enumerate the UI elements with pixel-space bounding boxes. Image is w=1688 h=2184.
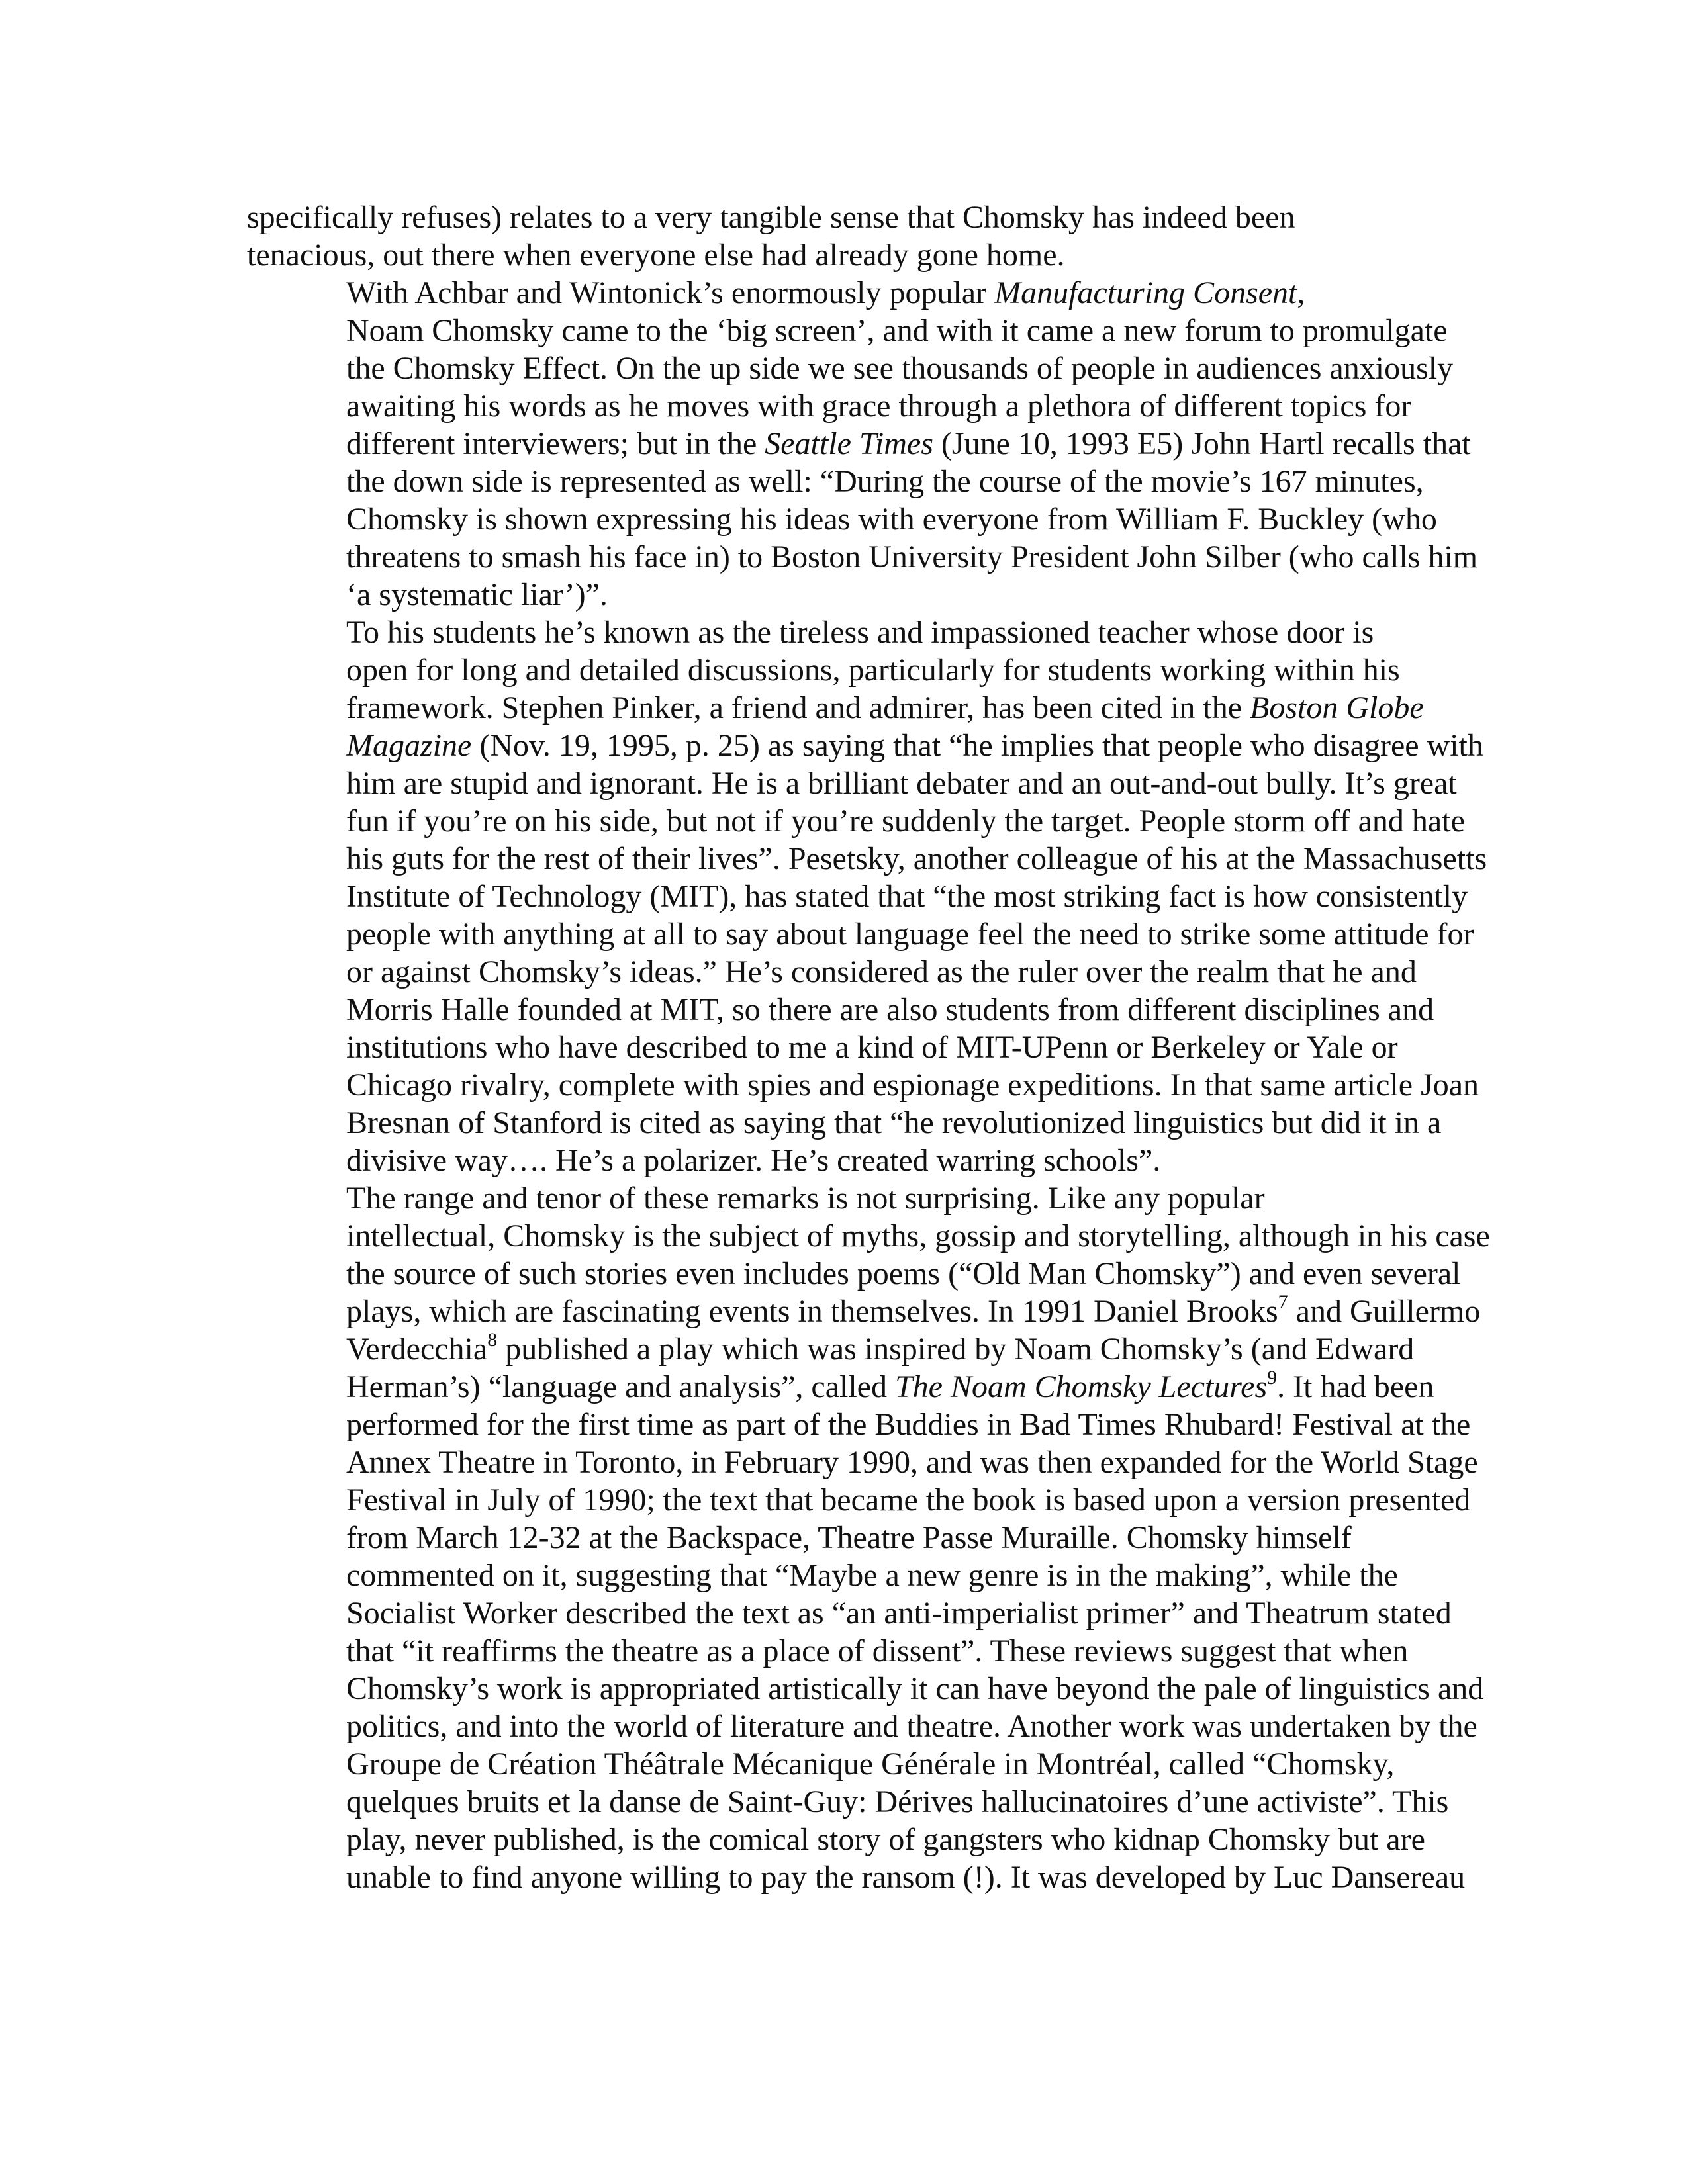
text-line xyxy=(247,1179,1452,1217)
text-segment: institutions who have described to me a kind of MIT-UPenn or Berkeley or Yale or xyxy=(346,1030,1398,1065)
paragraph xyxy=(247,274,1478,614)
text-segment: Chomsky’s work is appropriated artistically it can have beyond the pale of linguistics and xyxy=(346,1671,1484,1706)
text-line xyxy=(247,387,1452,425)
text-line xyxy=(247,500,1452,538)
text-segment: . It had been xyxy=(1277,1369,1434,1404)
text-line xyxy=(247,1104,1452,1142)
italic-title: The Noam Chomsky Lectures xyxy=(894,1369,1268,1404)
text-line xyxy=(247,236,1452,274)
text-segment: politics, and into the world of literature and theatre. Another work was undertaken by the xyxy=(346,1709,1477,1744)
text-segment: Groupe de Création Théâtrale Mécanique Générale in Montréal, called “Chomsky, xyxy=(346,1747,1395,1782)
document-body xyxy=(247,199,1490,1896)
text-line xyxy=(247,1745,1452,1783)
text-segment: tenacious, out there when everyone else had already gone home. xyxy=(247,238,1065,273)
italic-title: Manufacturing Consent xyxy=(994,275,1297,310)
text-segment: Chicago rivalry, complete with spies and espionage expeditions. In that same article Joan xyxy=(346,1068,1479,1103)
text-segment: the source of such stories even includes poems (“Old Man Chomsky”) and even several xyxy=(346,1256,1461,1291)
italic-title: Seattle Times xyxy=(765,426,933,461)
text-line xyxy=(247,1557,1452,1594)
text-line xyxy=(247,727,1483,764)
text-segment: The range and tenor of these remarks is not surprising. Like any popular xyxy=(346,1181,1265,1216)
text-line xyxy=(247,349,1452,387)
text-line xyxy=(247,1368,1452,1406)
text-segment: Noam Chomsky came to the ‘big screen’, and with it came a new forum to promulgate xyxy=(346,313,1448,348)
text-line xyxy=(247,991,1452,1028)
text-segment: specifically refuses) relates to a very tangible sense that Chomsky has indeed been xyxy=(247,200,1295,235)
text-line xyxy=(247,1291,1481,1330)
text-segment: open for long and detailed discussions, particularly for students working within his xyxy=(346,653,1400,688)
text-line xyxy=(247,689,1452,727)
text-line xyxy=(247,538,1478,576)
text-line xyxy=(247,1783,1452,1821)
text-line xyxy=(247,463,1452,500)
text-segment: the Chomsky Effect. On the up side we see thousands of people in audiences anxiously xyxy=(346,351,1454,386)
text-segment: published a play which was inspired by Noam Chomsky’s (and Edward xyxy=(497,1332,1415,1367)
paragraph xyxy=(247,199,1452,274)
text-segment: Annex Theatre in Toronto, in February 1990, and was then expanded for the World Stage xyxy=(346,1445,1478,1480)
text-segment: that “it reaffirms the theatre as a place of dissent”. These reviews suggest that when xyxy=(346,1633,1409,1668)
text-line xyxy=(247,651,1452,689)
text-line xyxy=(247,1406,1471,1443)
text-line xyxy=(247,1142,1452,1179)
text-segment: different interviewers; but in the xyxy=(346,426,765,461)
footnote-marker: 7 xyxy=(1278,1291,1288,1313)
text-segment: intellectual, Chomsky is the subject of myths, gossip and storytelling, although in his case xyxy=(346,1218,1490,1253)
text-line xyxy=(247,614,1452,651)
text-segment: Verdecchia xyxy=(346,1332,488,1367)
text-segment: With Achbar and Wintonick’s enormously popular xyxy=(346,275,995,310)
text-segment: commented on it, suggesting that “Maybe a new genre is in the making”, while the xyxy=(346,1558,1398,1593)
text-segment: threatens to smash his face in) to Boston University President John Silber (who calls him xyxy=(346,539,1478,574)
text-line xyxy=(247,840,1487,878)
text-segment: his guts for the rest of their lives”. Pesetsky, another colleague of his at the Massachusetts xyxy=(346,841,1487,876)
text-line xyxy=(247,1858,1466,1896)
text-segment: fun if you’re on his side, but not if you’re suddenly the target. People storm off and hate xyxy=(346,803,1465,839)
text-segment: plays, which are fascinating events in themselves. In 1991 Daniel Brooks xyxy=(346,1294,1278,1329)
text-segment: the down side is represented as well: “During the course of the movie’s 167 minutes, xyxy=(346,464,1424,499)
italic-title: Magazine xyxy=(346,728,472,763)
text-line xyxy=(247,312,1452,349)
text-segment: performed for the first time as part of the Buddies in Bad Times Rhubard! Festival at the xyxy=(346,1407,1471,1442)
text-segment: To his students he’s known as the tireless and impassioned teacher whose door is xyxy=(346,615,1374,650)
text-line xyxy=(247,1670,1484,1707)
text-line xyxy=(247,274,1452,312)
text-line xyxy=(247,1330,1452,1368)
footnote-marker: 8 xyxy=(487,1329,498,1351)
text-segment: Bresnan of Stanford is cited as saying that “he revolutionized linguistics but did it in a xyxy=(346,1105,1442,1140)
text-segment: Herman’s) “language and analysis”, called xyxy=(346,1369,895,1404)
text-line xyxy=(247,199,1452,236)
text-segment: Chomsky is shown expressing his ideas with everyone from William F. Buckley (who xyxy=(346,502,1437,537)
text-line xyxy=(247,915,1474,953)
text-segment: ‘a systematic liar’)”. xyxy=(346,577,608,612)
text-segment: unable to find anyone willing to pay the ransom (!). It was developed by Luc Dansereau xyxy=(346,1860,1466,1895)
text-line xyxy=(247,1632,1452,1670)
text-line xyxy=(247,1821,1452,1858)
text-line xyxy=(247,802,1465,840)
text-line xyxy=(247,1255,1461,1293)
text-line xyxy=(247,1481,1471,1519)
text-segment: Socialist Worker described the text as “an anti-imperialist primer” and Theatrum stated xyxy=(346,1596,1452,1631)
text-line xyxy=(247,878,1468,915)
footnote-marker: 9 xyxy=(1267,1367,1278,1388)
italic-title: Boston Globe xyxy=(1250,690,1424,725)
text-line xyxy=(247,1066,1479,1104)
paragraph xyxy=(247,1179,1490,1896)
text-line xyxy=(247,953,1452,991)
text-segment: him are stupid and ignorant. He is a brilliant debater and an out-and-out bully. It’s great xyxy=(346,766,1457,801)
text-segment: , xyxy=(1297,275,1305,310)
text-segment: and Guillermo xyxy=(1288,1294,1481,1329)
text-segment: framework. Stephen Pinker, a friend and admirer, has been cited in the xyxy=(346,690,1250,725)
text-line xyxy=(247,1594,1452,1632)
text-line xyxy=(247,1217,1490,1255)
text-line xyxy=(247,1519,1452,1557)
text-segment: (Nov. 19, 1995, p. 25) as saying that “he implies that people who disagree with xyxy=(471,728,1483,763)
text-segment: from March 12-32 at the Backspace, Theatre Passe Muraille. Chomsky himself xyxy=(346,1520,1352,1555)
text-line xyxy=(247,1028,1452,1066)
text-segment: (June 10, 1993 E5) John Hartl recalls that xyxy=(933,426,1471,461)
text-segment: Morris Halle founded at MIT, so there are also students from different disciplines and xyxy=(346,992,1434,1027)
paragraph xyxy=(247,614,1487,1179)
text-line xyxy=(247,764,1457,802)
text-segment: or against Chomsky’s ideas.” He’s considered as the ruler over the realm that he and xyxy=(346,954,1417,989)
text-line xyxy=(247,1707,1477,1745)
text-segment: awaiting his words as he moves with grace through a plethora of different topics for xyxy=(346,388,1412,424)
text-segment: quelques bruits et la danse de Saint-Guy: Dérives hallucinatoires d’une activiste”. This xyxy=(346,1784,1449,1819)
text-segment: people with anything at all to say about language feel the need to strike some attitude for xyxy=(346,917,1474,952)
text-segment: Festival in July of 1990; the text that became the book is based upon a version presented xyxy=(346,1482,1471,1518)
text-segment: divisive way…. He’s a polarizer. He’s created warring schools”. xyxy=(346,1143,1161,1178)
text-line xyxy=(247,425,1471,463)
text-line xyxy=(247,1443,1478,1481)
text-segment: play, never published, is the comical story of gangsters who kidnap Chomsky but are xyxy=(346,1822,1425,1857)
text-segment: Institute of Technology (MIT), has stated that “the most striking fact is how consistently xyxy=(346,879,1468,914)
text-line xyxy=(247,576,1452,614)
